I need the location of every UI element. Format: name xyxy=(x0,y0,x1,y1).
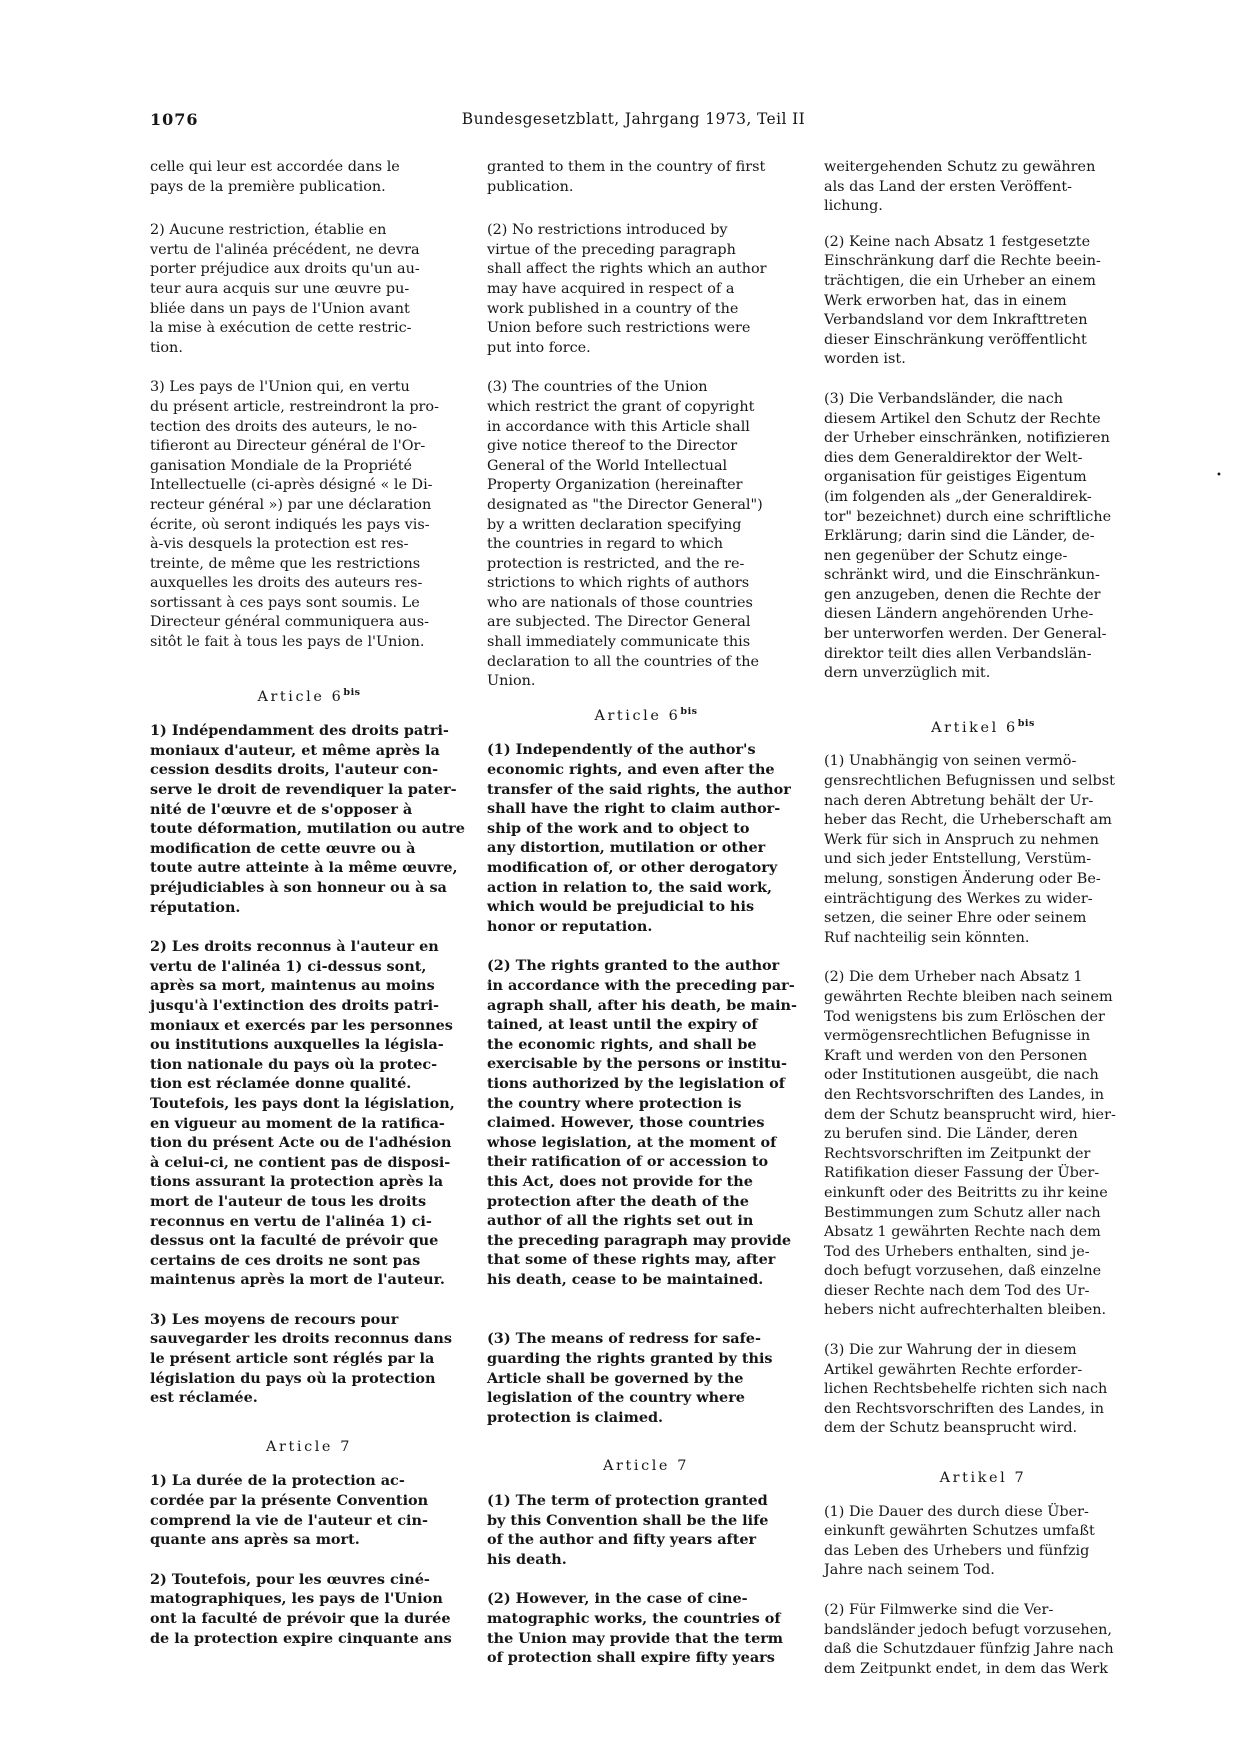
running-title: Bundesgesetzblatt, Jahrgang 1973, Teil II xyxy=(461,110,806,128)
de-art7-para1: (1) Die Dauer des durch diese Über- einkunft gewährten Schutzes umfaßt das Leben des Urhebers und fünfzig Jahre nach seinem Tod. xyxy=(824,1503,1095,1579)
fr-art6bis-para1: 1) Indépendamment des droits patri- moniaux d'auteur, et même après la cession desdits droits, l'auteur con- serve le droit de revendiquer la pater- nité de l'œuvre et de s'opposer à toute déformation, mutilation ou autre modification de cette œuvre ou à toute autre atteinte à la même œuvre, préjudiciables à son honneur ou à sa réputation. xyxy=(150,722,465,916)
fr-intro: celle qui leur est accordée dans le pays de la première publication. xyxy=(150,159,400,195)
en-article-7-heading: Article 7 xyxy=(603,1458,689,1475)
de-art6bis-para1: (1) Unabhängig von seinen vermö- gensrechtlichen Befugnissen und selbst nach deren Abtretung behält der Ur- heber das Recht, die Urheberschaft am Werk für sich in Anspruch zu nehmen und sich jeder Entstellung, Verstüm- melung, sonstigen Änderung oder Be- einträchtigung des Werkes zu wider- setzen, die seiner Ehre oder seinem Ruf nachteilig sein könnten. xyxy=(824,753,1115,946)
en-art7-para2: (2) However, in the case of cine- matographic works, the countries of the Union may provide that the term of protection shall expire fifty years xyxy=(487,1590,784,1667)
de-art6bis-para2: (2) Die dem Urheber nach Absatz 1 gewährten Rechte bleiben nach seinem Tod wenigstens bis zum Erlöschen der vermögensrechtlichen Befugnisse in Kraft und werden von den Personen oder Institutionen ausgeübt, die nach den Rechtsvorschriften des Landes, in dem der Schutz beansprucht wird, hier- zu berufen sind. Die Länder, deren Rechtsvorschriften im Zeitpunkt der Ratifikation dieser Fassung der Über- einkunft oder des Beitritts zu ihr keine Bestimmungen zum Schutz aller nach Absatz 1 gewährten Rechte nach dem Tod des Urhebers enthalten, sind je- doch befugt vorzusehen, daß einzelne dieser Rechte nach dem Tod des Ur- hebers nicht aufrechterhalten bleiben. xyxy=(824,969,1116,1319)
de-art7-para2: (2) Für Filmwerke sind die Ver- bandsländer jedoch befugt vorzusehen, daß die Schutzdauer fünfzig Jahre nach dem Zeitpunkt endet, in dem das Werk xyxy=(824,1602,1114,1677)
page-number: 1076 xyxy=(150,110,199,129)
de-art6-para3: (3) Die Verbandsländer, die nach diesem Artikel den Schutz der Rechte der Urheber einschränken, notifizieren dies dem Generaldirektor der Welt- organisation für geistiges Eigentum (im folgenden als „der Generaldirek- tor" bezeichnet) durch eine schriftliche Erklärung; darin sind die Länder, de- nen gegenüber der Schutz einge- schränkt wird, und die Einschränkun- gen anzugeben, denen die Rechte der diesen Ländern angehörenden Urhe- ber unterworfen werden. Der General- direktor teilt dies allen Verbandslän- dern unverzüglich mit. xyxy=(824,390,1112,682)
fr-art6-para3: 3) Les pays de l'Union qui, en vertu du présent article, restreindront la pro- tection des droits des auteurs, le no- tifieront au Directeur général de l'Or- ganisation Mondiale de la Propriété Intellectuelle (ci-après désigné « le Di- recteur général ») par une déclaration écrite, où seront indiqués les pays vis- à-vis desquels la protection est res- treinte, de même que les restrictions auxquelles les droits des auteurs res- sortissant à ces pays sont soumis. Le Directeur général communiquera aus- sitôt le fait à tous les pays de l'Union. xyxy=(150,379,439,651)
de-art6bis-para3: (3) Die zur Wahrung der in diesem Artikel gewährten Rechte erforder- lichen Rechtsbehelfe richten sich nach den Rechtsvorschriften des Landes, in dem der Schutz beansprucht wird. xyxy=(824,1342,1108,1437)
english-column xyxy=(487,158,805,1688)
en-article-6bis-heading: Article $6^{bis}$ xyxy=(594,705,698,724)
en-art6bis-para1: (1) Independently of the author's economic rights, and even after the transfer of the said rights, the author shall have the right to claim author- ship of the work and to object to any distortion, mutilation or other modification of, or other derogatory action in relation to, the said work, which would be prejudicial to his honor or reputation. xyxy=(487,741,791,935)
de-intro: weitergehenden Schutz zu gewähren als das Land der ersten Veröffent- lichung. xyxy=(824,159,1096,215)
en-art6bis-para3: (3) The means of redress for safe- guarding the rights granted by this Article shall be governed by the legislation of the country where protection is claimed. xyxy=(487,1330,773,1426)
french-column xyxy=(150,158,468,1668)
fr-art6bis-para2: 2) Les droits reconnus à l'auteur en vertu de l'alinéa 1) ci-dessus sont, après sa mort, maintenus au moins jusqu'à l'extinction des droits patri- moniaux et exercés par les personnes ou institutions auxquelles la législa- tion nationale du pays où la protec- tion est réclamée donne qualité. Toutefois, les pays dont la législation, en vigueur au moment de la ratifica- tion du présent Acte ou de l'adhésion à celui-ci, ne contient pas de disposi- tions assurant la protection après la mort de l'auteur de tous les droits reconnus en vertu de l'alinéa 1) ci- dessus ont la faculté de prévoir que certains de ces droits ne sont pas maintenus après la mort de l'auteur. xyxy=(150,938,455,1289)
fr-art6bis-para3: 3) Les moyens de recours pour sauvegarder les droits reconnus dans le présent article sont réglés par la législation du pays où la protection est réclamée. xyxy=(150,1310,452,1407)
german-column xyxy=(824,158,1142,1699)
fr-art7-para1: 1) La durée de la protection ac- cordée par la présente Convention comprend la vie de l'auteur et cin- quante ans après sa mort. xyxy=(150,1472,429,1549)
de-art6-para2: (2) Keine nach Absatz 1 festgesetzte Einschränkung darf die Rechte beein- trächtigen, die ein Urheber an einem Werk erworben hat, das in einem Verbandsland vor dem Inkrafttreten dieser Einschränkung veröffentlicht worden ist. xyxy=(824,233,1101,368)
en-art7-para1: (1) The term of protection granted by this Convention shall be the life of the author and fifty years after his death. xyxy=(487,1492,769,1568)
fr-art6-para2: 2) Aucune restriction, établie en vertu de l'alinéa précédent, ne devra porter préjudice aux droits qu'un au- teur aura acquis sur une œuvre pu- bliée dans un pays de l'Union avant la mise à exécution de cette restric- tion. xyxy=(150,222,420,356)
de-article-6bis-heading: Artikel $6^{bis}$ xyxy=(931,717,1035,736)
fr-article-6bis-heading: Article $6^{bis}$ xyxy=(257,686,361,705)
margin-dot-mark: • xyxy=(1216,470,1222,481)
en-art6-para2: (2) No restrictions introduced by virtue of the preceding paragraph shall affect the rights which an author may have acquired in respect of a work published in a country of the Union before such restrictions were put into force. xyxy=(487,222,767,356)
de-article-7-heading: Artikel 7 xyxy=(939,1470,1027,1487)
en-art6bis-para2: (2) The rights granted to the author in accordance with the preceding par- agraph shall, after his death, be main- tained, at least until the expiry of the economic rights, and shall be exercisable by the persons or institu- tions authorized by the legislation of the country where protection is claimed. However, those countries whose legislation, at the moment of their ratification of or accession to this Act, does not provide for the protection after the death of the author of all the rights set out in the preceding paragraph may provide that some of these rights may, after his death, cease to be maintained. xyxy=(487,957,797,1288)
fr-article-7-heading: Article 7 xyxy=(266,1438,352,1455)
en-intro: granted to them in the country of first publication. xyxy=(487,159,766,195)
fr-art7-para2: 2) Toutefois, pour les œuvres ciné- matographiques, les pays de l'Union ont la faculté de prévoir que la durée de la protection expire cinquante ans xyxy=(150,1570,452,1647)
en-art6-para3: (3) The countries of the Union which restrict the grant of copyright in accordance with this Article shall give notice thereof to the Director General of the World Intellectual Property Organization (hereinafter designated as "the Director General") by a written declaration specifying the countries in regard to which protection is restricted, and the re- strictions to which rights of authors who are nationals of those countries are subjected. The Director General shall immediately communicate this declaration to all the countries of the Union. xyxy=(487,379,763,690)
